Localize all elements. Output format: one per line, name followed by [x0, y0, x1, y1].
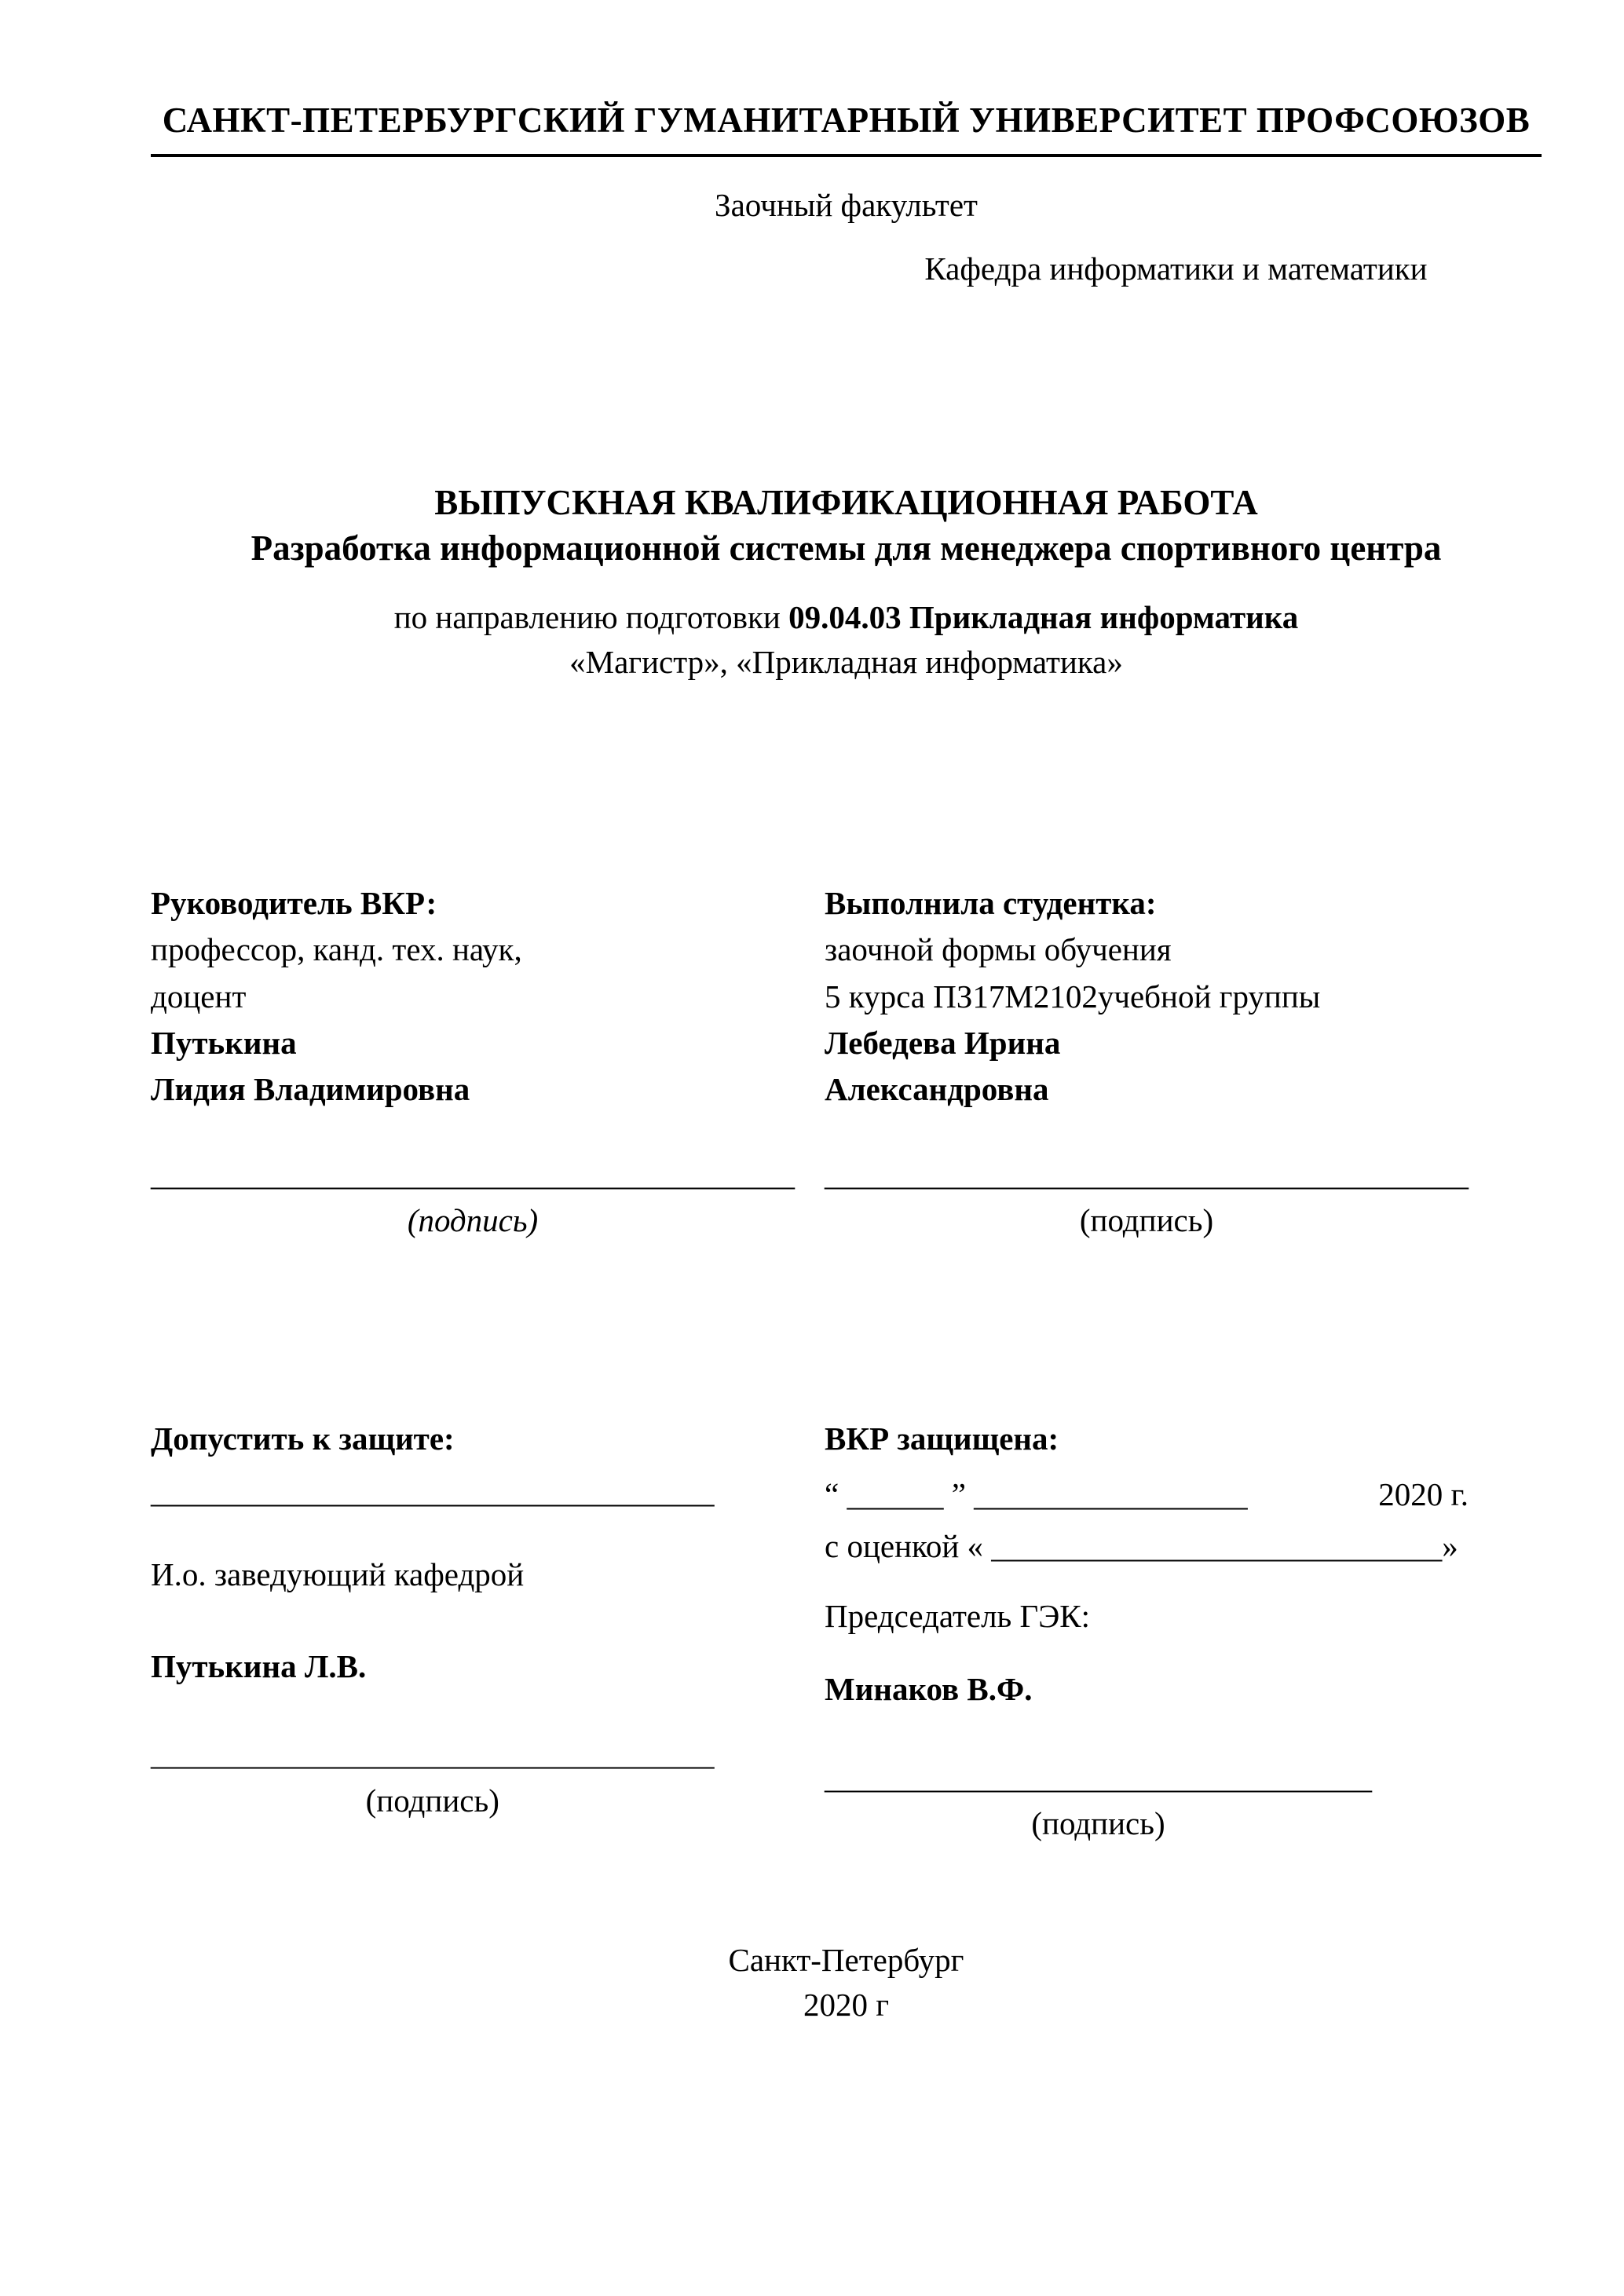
supervisor-signature-line: ________________________________________ [151, 1155, 795, 1192]
chair-signature-caption: (подпись) [1031, 1805, 1165, 1842]
supervisor-name-patronymic: Лидия Владимировна [151, 1071, 470, 1108]
approval-section [151, 1416, 1542, 1848]
direction-line [151, 595, 1542, 640]
university-name: САНКТ-ПЕТЕРБУРГСКИЙ ГУМАНИТАРНЫЙ УНИВЕРСИТЕТ ПРОФСОЮЗОВ [162, 101, 1531, 140]
footer [151, 1938, 1542, 2028]
admission-role: И.о. заведующий кафедрой [151, 1556, 525, 1592]
chair-signature-block [825, 1754, 1372, 1848]
student-line2: 5 курса ПЗ17М2102учебной группы [825, 978, 1321, 1015]
admission-block [151, 1416, 825, 1848]
student-block [825, 880, 1542, 1245]
work-type-title: ВЫПУСКНАЯ КВАЛИФИКАЦИОННАЯ РАБОТА [434, 482, 1258, 522]
student-patronymic: Александровна [825, 1071, 1049, 1108]
chair-role: Председатель ГЭК: [825, 1598, 1091, 1635]
admission-blank-line: ___________________________________ [151, 1473, 715, 1510]
supervisor-signature-caption: (подпись) [407, 1202, 539, 1239]
department-name: Кафедра информатики и математики [924, 250, 1428, 287]
direction-code: 09.04.03 Прикладная информатика [788, 598, 1299, 635]
student-line1: заочной формы обучения [825, 931, 1172, 968]
direction-prefix: по направлению подготовки [393, 598, 789, 635]
admission-signature-line: ___________________________________ [151, 1735, 715, 1772]
signatories-section [151, 880, 1542, 1245]
work-title: Разработка информационной системы для менеджера спортивного центра [251, 528, 1442, 569]
student-signature-line: ________________________________________ [825, 1155, 1469, 1192]
supervisor-surname: Путькина [151, 1024, 297, 1061]
degree-line: «Магистр», «Прикладная информатика» [569, 644, 1123, 681]
supervisor-signature-block [151, 1151, 795, 1245]
defense-year: 2020 г. [1378, 1476, 1469, 1513]
defense-date-blank: “ ______ ” _________________ [825, 1476, 1248, 1513]
footer-year: 2020 г [803, 1987, 890, 2024]
supervisor-block [151, 880, 825, 1245]
chair-signature-line: __________________________________ [825, 1758, 1372, 1795]
defense-block [825, 1416, 1542, 1848]
student-signature-block [825, 1151, 1469, 1245]
chair-name: Минаков В.Ф. [825, 1671, 1033, 1708]
admission-signature-block [151, 1731, 715, 1824]
admission-name: Путькина Л.В. [151, 1648, 367, 1685]
faculty-name: Заочный факультет [715, 187, 978, 223]
student-signature-caption: (подпись) [1079, 1202, 1214, 1239]
student-surname-name: Лебедева Ирина [825, 1024, 1061, 1061]
student-heading: Выполнила студентка: [825, 884, 1157, 921]
supervisor-position-line2: доцент [151, 978, 247, 1015]
supervisor-heading: Руководитель ВКР: [151, 884, 437, 921]
supervisor-position-line1: профессор, канд. тех. наук, [151, 931, 522, 968]
title-block [151, 480, 1542, 572]
defense-grade-line: с оценкой « ____________________________» [825, 1527, 1458, 1564]
defense-heading: ВКР защищена: [825, 1420, 1059, 1457]
city: Санкт-Петербург [728, 1942, 964, 1978]
admission-heading: Допустить к защите: [151, 1420, 455, 1457]
header-divider [151, 154, 1542, 157]
admission-signature-caption: (подпись) [365, 1782, 499, 1819]
defense-date-row [825, 1472, 1469, 1518]
